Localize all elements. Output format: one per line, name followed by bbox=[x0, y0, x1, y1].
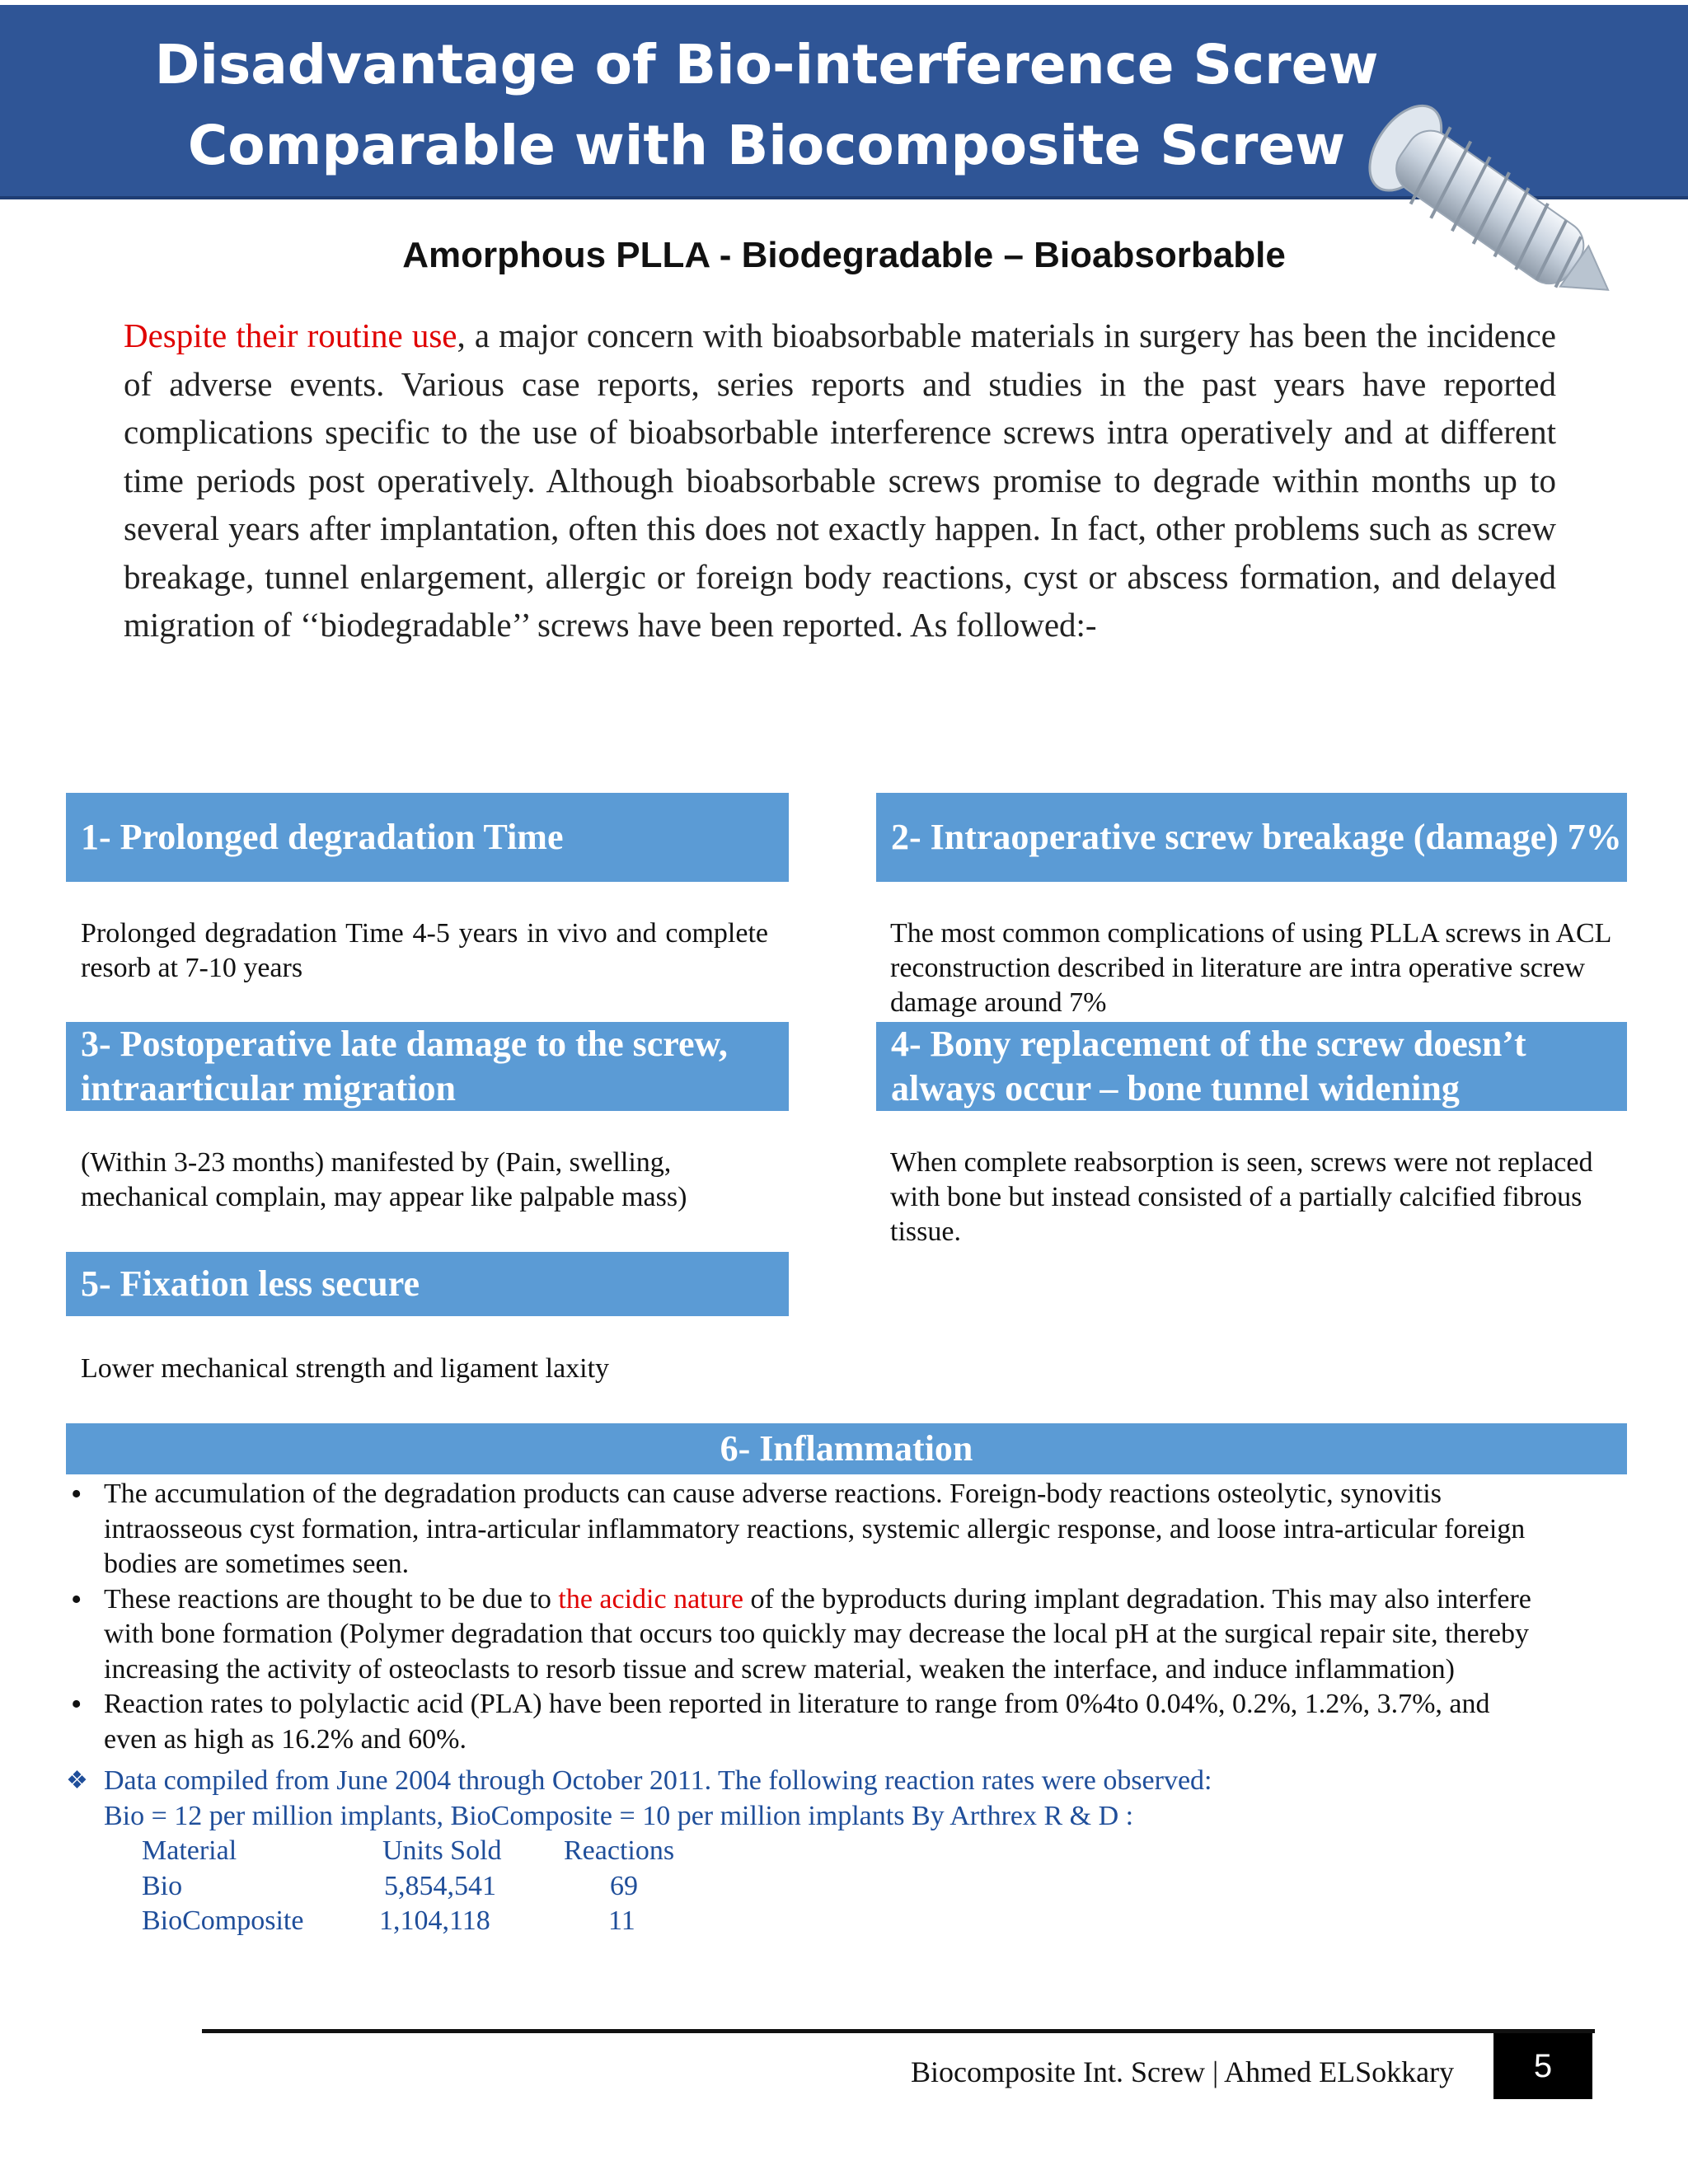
diamond-bullet-icon: ❖ bbox=[66, 1767, 88, 1794]
bullet-item bbox=[66, 1687, 1627, 1757]
section-5-title: 5- Fixation less secure bbox=[66, 1252, 789, 1316]
intro-text: , a major concern with bioabsorbable materials in surgery has been the incidence of adverse events. Various case reports, series reports and studies in the past years have reported complications specific to the use of bioabsorbable interference screws intra operatively and at different time periods post operatively. Although bioabsorbable screws promise to degrade within months up to several years after implantation, often this does not exactly happen. In fact, other problems such as screw breakage, tunnel enlargement, allergic or foreign body reactions, cyst or abscess formation, and delayed migration of ‘‘biodegradable’’ screws have been reported. As followed:- bbox=[124, 316, 1556, 644]
bullet-1-line-1: • The accumulation of the degradation products can cause adverse reactions. Foreign-body reactions osteolytic, synovitis bbox=[104, 1479, 1442, 1509]
bullet-2-line-2: with bone formation (Polymer degradation that occurs too quickly may decrease the local pH at the surgical repair site, thereby bbox=[104, 1619, 1530, 1649]
arthrex-data-note bbox=[66, 1764, 1385, 1939]
table-cell: 5,854,541 bbox=[384, 1870, 496, 1901]
title-line-1: Disadvantage of Bio-interference Screw bbox=[154, 33, 1379, 96]
footer-divider bbox=[202, 2029, 1595, 2033]
title-line-2: Comparable with Biocomposite Screw bbox=[187, 114, 1346, 177]
section-4-body: When complete reabsorption is seen, screws were not replaced with bone but instead consisted of a partially calcified fibrous tissue. bbox=[890, 1147, 1593, 1247]
page-title bbox=[148, 25, 1385, 186]
page-number: 5 bbox=[1493, 2033, 1592, 2099]
section-4-title: 4- Bony replacement of the screw doesn’t always occur – bone tunnel widening bbox=[876, 1022, 1627, 1111]
section-2-body: The most common complications of using PLLA screws in ACL reconstruction described in literature are intra operative screw damage around 7% bbox=[890, 918, 1611, 1018]
table-cell: BioComposite bbox=[142, 1905, 304, 1936]
table-header: Reactions bbox=[564, 1835, 675, 1866]
bullet-2-pre: These reactions are thought to be due to bbox=[104, 1583, 559, 1615]
intro-red-lead: Despite their routine use bbox=[124, 316, 457, 354]
section-5-body: Lower mechanical strength and ligament laxity bbox=[81, 1353, 610, 1384]
bullet-2-post: of the byproducts during implant degradation. This may also interfere bbox=[743, 1583, 1531, 1615]
table-cell: Bio bbox=[142, 1870, 183, 1901]
bullet-1-line-3: bodies are sometimes seen. bbox=[104, 1549, 410, 1579]
inflammation-bullets bbox=[66, 1477, 1627, 1757]
section-3-title: 3- Postoperative late damage to the screw, intraarticular migration bbox=[66, 1022, 789, 1111]
reaction-table bbox=[66, 1834, 1385, 1939]
subtitle: Amorphous PLLA - Biodegradable – Bioabsorbable bbox=[402, 235, 1286, 275]
section-2-title: 2- Intraoperative screw breakage (damage) 7% bbox=[876, 793, 1627, 882]
table-row bbox=[104, 1904, 1385, 1939]
table-header: Material bbox=[142, 1835, 237, 1866]
bullet-3-line-2: even as high as 16.2% and 60%. bbox=[104, 1723, 467, 1755]
bullet-2-line-3: increasing the activity of osteoclasts to resorb tissue and screw material, weaken the interface, and induce inflammation) bbox=[104, 1653, 1455, 1685]
bullet-3-line-1: • Reaction rates to polylactic acid (PLA) have been reported in literature to range from 0%4to 0.04%, 0.2%, 1.2%, 3.7%, and bbox=[104, 1689, 1490, 1719]
section-6-title: 6- Inflammation bbox=[66, 1423, 1627, 1474]
bullet-item bbox=[66, 1582, 1627, 1688]
intro-paragraph bbox=[124, 312, 1556, 649]
table-cell: 69 bbox=[610, 1870, 638, 1901]
section-3-body: (Within 3-23 months) manifested by (Pain, swelling, mechanical complain, may appear like palpable mass) bbox=[81, 1147, 687, 1212]
bullet-item bbox=[66, 1477, 1627, 1582]
table-header-row bbox=[104, 1834, 1385, 1869]
bullet-1-line-2: intraosseous cyst formation, intra-articular inflammatory reactions, systemic allergic response, and loose intra-articular foreign bbox=[104, 1513, 1526, 1544]
section-1-title: 1- Prolonged degradation Time bbox=[66, 793, 789, 882]
table-cell: 1,104,118 bbox=[379, 1905, 490, 1936]
screw-image bbox=[1352, 99, 1648, 330]
data-note-line-1: Data compiled from June 2004 through October 2011. The following reaction rates were observed: bbox=[104, 1765, 1212, 1796]
table-row bbox=[104, 1869, 1385, 1905]
table-cell: 11 bbox=[608, 1905, 635, 1936]
footer-text: Biocomposite Int. Screw | Ahmed ELSokkary bbox=[911, 2055, 1455, 2088]
bullet-2-red: the acidic nature bbox=[558, 1583, 744, 1615]
bullet-2-line-1 bbox=[104, 1582, 1627, 1618]
table-header: Units Sold bbox=[382, 1835, 502, 1866]
section-1-body: Prolonged degradation Time 4-5 years in vivo and complete resorb at 7-10 years bbox=[81, 918, 768, 983]
data-note-line-2: Bio = 12 per million implants, BioComposite = 10 per million implants By Arthrex R & D : bbox=[104, 1800, 1134, 1831]
